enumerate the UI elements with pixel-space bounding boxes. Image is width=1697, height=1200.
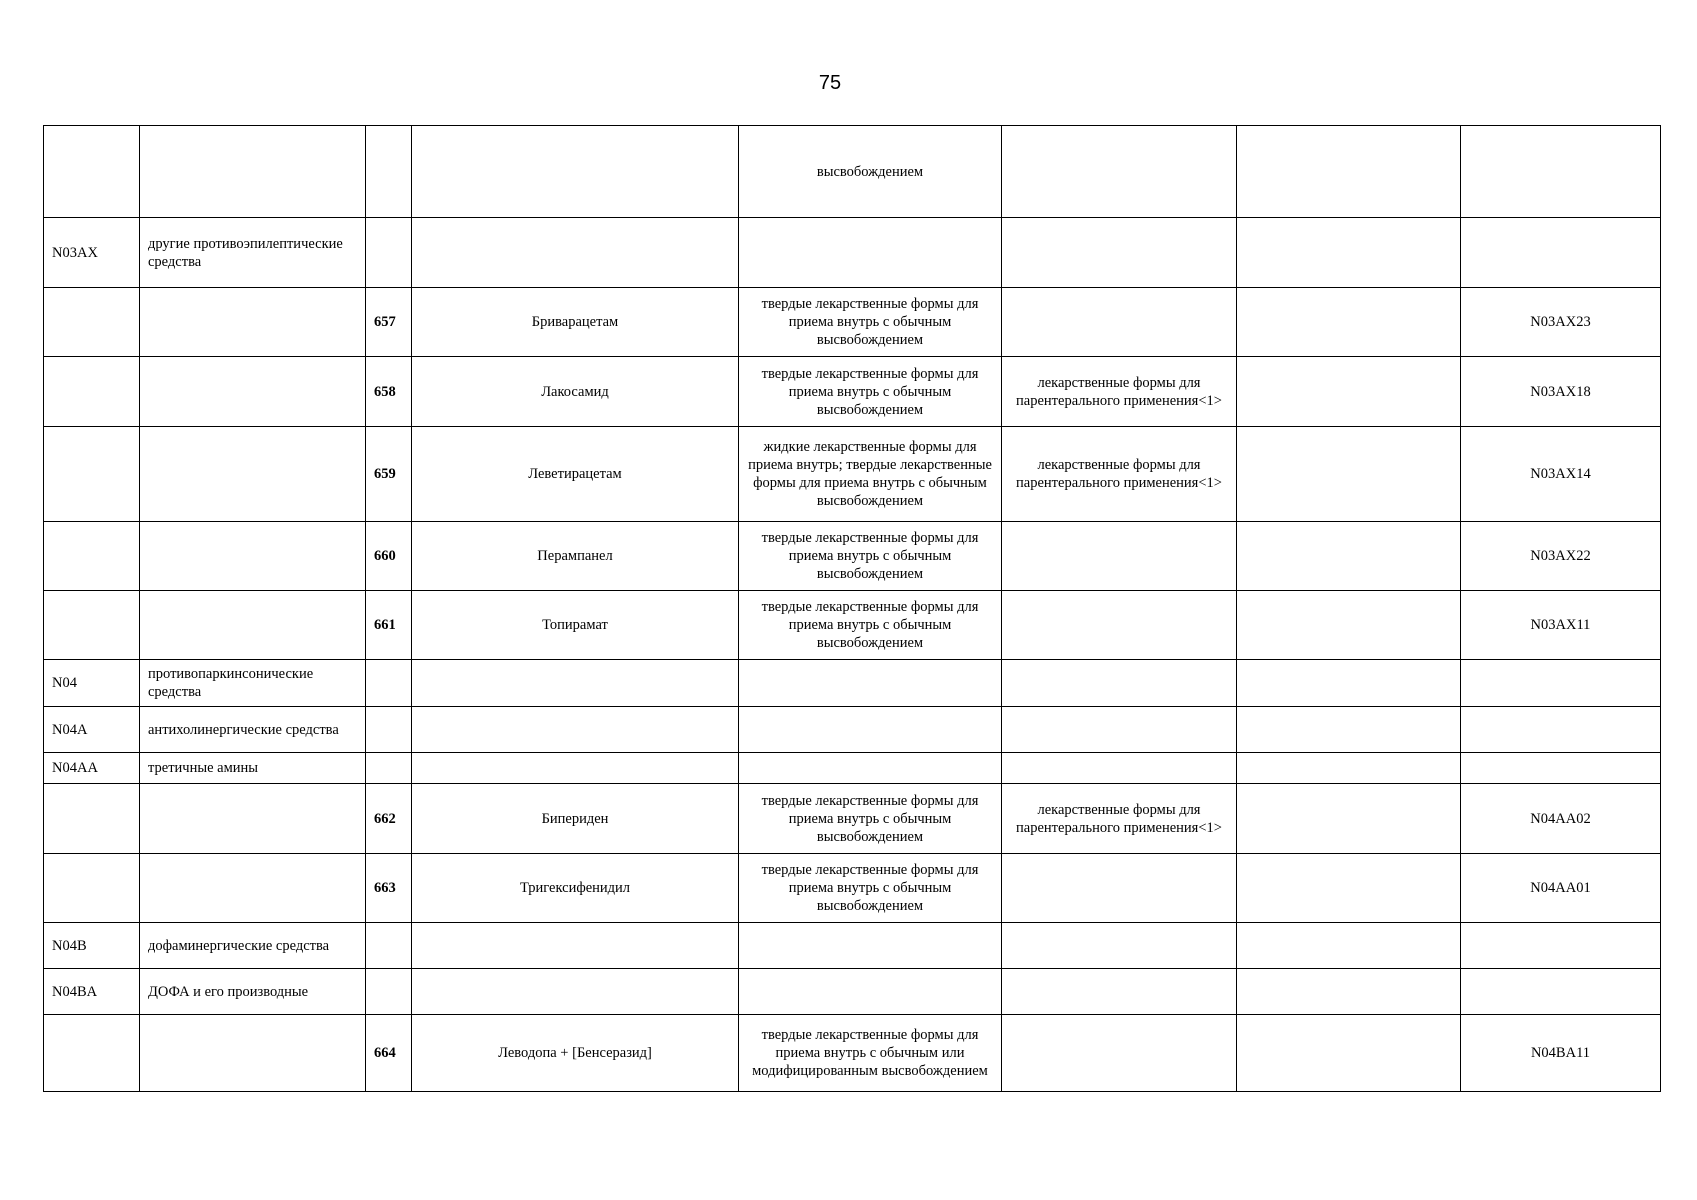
atc-group-name: другие противоэпилептические средства: [140, 218, 366, 288]
drug-number: 661: [366, 591, 412, 660]
drug-number: 662: [366, 784, 412, 854]
parenteral-dosage-forms: [1002, 218, 1237, 288]
atc-group-code: [44, 357, 140, 427]
oral-dosage-forms: [739, 218, 1002, 288]
parenteral-dosage-forms: [1002, 923, 1237, 969]
drug-name: Леводопа + [Бенсеразид]: [412, 1015, 739, 1092]
atc-group-code: [44, 1015, 140, 1092]
table-row: [44, 854, 1661, 923]
atc-group-code: N04AA: [44, 753, 140, 784]
parenteral-dosage-forms: лекарственные формы для парентерального применения<1>: [1002, 357, 1237, 427]
drug-number: 659: [366, 427, 412, 522]
drug-name: Перампанел: [412, 522, 739, 591]
atc-code: N03AX23: [1461, 288, 1661, 357]
parenteral-dosage-forms: [1002, 753, 1237, 784]
table-row: [44, 288, 1661, 357]
table-row: [44, 969, 1661, 1015]
parenteral-dosage-forms: [1002, 126, 1237, 218]
parenteral-dosage-forms: [1002, 591, 1237, 660]
oral-dosage-forms: [739, 753, 1002, 784]
atc-group-code: [44, 126, 140, 218]
atc-group-name: [140, 784, 366, 854]
table-row: [44, 707, 1661, 753]
oral-dosage-forms: [739, 660, 1002, 707]
extra-column: [1237, 218, 1461, 288]
table-row: [44, 1015, 1661, 1092]
parenteral-dosage-forms: лекарственные формы для парентерального применения<1>: [1002, 427, 1237, 522]
atc-code: N03AX14: [1461, 427, 1661, 522]
drug-number: 657: [366, 288, 412, 357]
atc-group-code: [44, 784, 140, 854]
atc-code: [1461, 126, 1661, 218]
drug-name: Лакосамид: [412, 357, 739, 427]
atc-group-name: ДОФА и его производные: [140, 969, 366, 1015]
atc-group-name: [140, 1015, 366, 1092]
atc-group-name: [140, 357, 366, 427]
extra-column: [1237, 522, 1461, 591]
parenteral-dosage-forms: [1002, 522, 1237, 591]
oral-dosage-forms: жидкие лекарственные формы для приема внутрь; твердые лекарственные формы для приема внутрь с обычным высвобождением: [739, 427, 1002, 522]
atc-group-code: [44, 288, 140, 357]
oral-dosage-forms: твердые лекарственные формы для приема внутрь с обычным высвобождением: [739, 357, 1002, 427]
atc-group-code: [44, 427, 140, 522]
atc-group-code: [44, 591, 140, 660]
atc-code: N03AX22: [1461, 522, 1661, 591]
atc-group-code: N03AX: [44, 218, 140, 288]
drug-name: [412, 707, 739, 753]
parenteral-dosage-forms: [1002, 288, 1237, 357]
drug-number: 664: [366, 1015, 412, 1092]
table-row: [44, 660, 1661, 707]
oral-dosage-forms: [739, 969, 1002, 1015]
oral-dosage-forms: твердые лекарственные формы для приема внутрь с обычным высвобождением: [739, 591, 1002, 660]
table-row: [44, 522, 1661, 591]
atc-code: N03AX11: [1461, 591, 1661, 660]
drug-name: Тригексифенидил: [412, 854, 739, 923]
drug-name: [412, 660, 739, 707]
drug-number: [366, 660, 412, 707]
atc-code: N04AA02: [1461, 784, 1661, 854]
atc-group-code: [44, 854, 140, 923]
table-row: [44, 923, 1661, 969]
drug-number: [366, 969, 412, 1015]
oral-dosage-forms: твердые лекарственные формы для приема внутрь с обычным высвобождением: [739, 784, 1002, 854]
extra-column: [1237, 660, 1461, 707]
extra-column: [1237, 126, 1461, 218]
parenteral-dosage-forms: [1002, 1015, 1237, 1092]
page-number: 75: [818, 72, 842, 94]
extra-column: [1237, 854, 1461, 923]
atc-group-name: [140, 288, 366, 357]
atc-group-name: дофаминергические средства: [140, 923, 366, 969]
atc-group-code: N04: [44, 660, 140, 707]
atc-group-name: третичные амины: [140, 753, 366, 784]
drug-name: Бипериден: [412, 784, 739, 854]
drug-name: [412, 126, 739, 218]
drug-table: [43, 125, 1661, 1092]
drug-name: Топирамат: [412, 591, 739, 660]
atc-group-name: [140, 591, 366, 660]
table-row: [44, 784, 1661, 854]
atc-group-name: [140, 854, 366, 923]
drug-number: 658: [366, 357, 412, 427]
atc-code: [1461, 753, 1661, 784]
oral-dosage-forms: твердые лекарственные формы для приема внутрь с обычным высвобождением: [739, 854, 1002, 923]
extra-column: [1237, 923, 1461, 969]
atc-code: N04BA11: [1461, 1015, 1661, 1092]
oral-dosage-forms: [739, 923, 1002, 969]
extra-column: [1237, 427, 1461, 522]
drug-name: [412, 753, 739, 784]
oral-dosage-forms: твердые лекарственные формы для приема внутрь с обычным высвобождением: [739, 288, 1002, 357]
drug-number: [366, 707, 412, 753]
drug-name: Бриварацетам: [412, 288, 739, 357]
oral-dosage-forms: [739, 707, 1002, 753]
atc-code: [1461, 218, 1661, 288]
atc-group-name: [140, 427, 366, 522]
atc-group-code: N04B: [44, 923, 140, 969]
oral-dosage-forms: твердые лекарственные формы для приема внутрь с обычным высвобождением: [739, 522, 1002, 591]
parenteral-dosage-forms: [1002, 707, 1237, 753]
drug-number: [366, 218, 412, 288]
table-row: [44, 753, 1661, 784]
drug-number: [366, 753, 412, 784]
atc-group-name: [140, 126, 366, 218]
atc-group-name: антихолинергические средства: [140, 707, 366, 753]
drug-number: 660: [366, 522, 412, 591]
extra-column: [1237, 784, 1461, 854]
extra-column: [1237, 753, 1461, 784]
drug-name: Леветирацетам: [412, 427, 739, 522]
extra-column: [1237, 288, 1461, 357]
oral-dosage-forms: твердые лекарственные формы для приема внутрь с обычным или модифицированным высвобождением: [739, 1015, 1002, 1092]
parenteral-dosage-forms: [1002, 969, 1237, 1015]
extra-column: [1237, 969, 1461, 1015]
drug-name: [412, 923, 739, 969]
parenteral-dosage-forms: [1002, 660, 1237, 707]
drug-name: [412, 218, 739, 288]
drug-number: 663: [366, 854, 412, 923]
atc-code: [1461, 923, 1661, 969]
atc-code: [1461, 660, 1661, 707]
atc-group-name: [140, 522, 366, 591]
extra-column: [1237, 707, 1461, 753]
extra-column: [1237, 1015, 1461, 1092]
parenteral-dosage-forms: лекарственные формы для парентерального применения<1>: [1002, 784, 1237, 854]
atc-group-code: [44, 522, 140, 591]
drug-number: [366, 126, 412, 218]
table-row: [44, 427, 1661, 522]
atc-code: [1461, 969, 1661, 1015]
atc-group-code: N04BA: [44, 969, 140, 1015]
atc-group-name: противопаркинсонические средства: [140, 660, 366, 707]
atc-code: [1461, 707, 1661, 753]
atc-code: N03AX18: [1461, 357, 1661, 427]
table-row: [44, 357, 1661, 427]
parenteral-dosage-forms: [1002, 854, 1237, 923]
extra-column: [1237, 357, 1461, 427]
atc-code: N04AA01: [1461, 854, 1661, 923]
table-row: [44, 591, 1661, 660]
atc-group-code: N04A: [44, 707, 140, 753]
table-row: [44, 126, 1661, 218]
drug-name: [412, 969, 739, 1015]
extra-column: [1237, 591, 1461, 660]
table-row: [44, 218, 1661, 288]
drug-number: [366, 923, 412, 969]
oral-dosage-forms: высвобождением: [739, 126, 1002, 218]
